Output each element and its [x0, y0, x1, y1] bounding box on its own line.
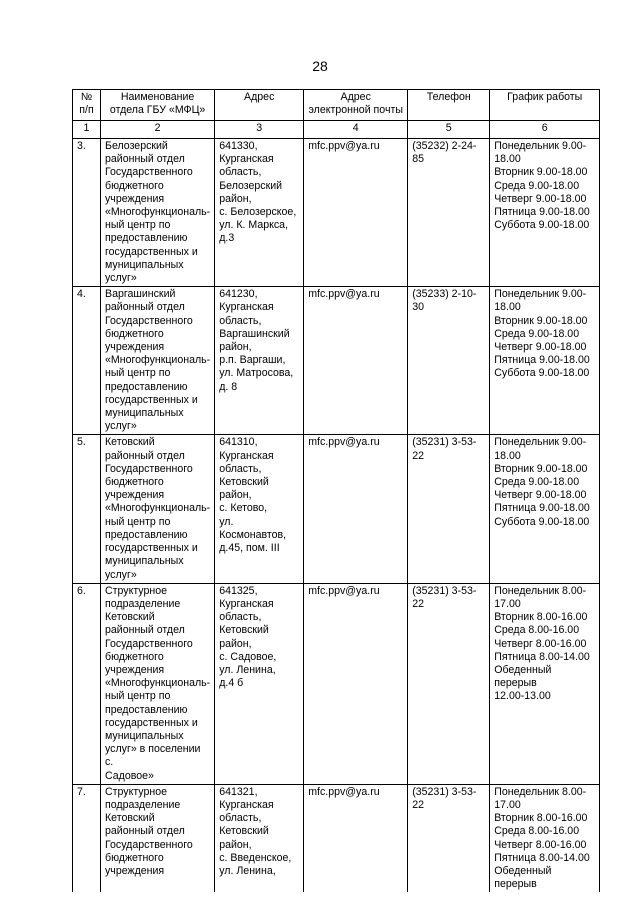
department-name: Кетовский районный отдел Государственного бюджетного учреждения «Многофункциональ- ный центр по предоставлению государственных и муниципальных услуг» — [101, 435, 215, 583]
department-address: 641230, Курганская область, Варгашинский район, р.п. Варгаши, ул. Матросова, д. 8 — [215, 287, 304, 435]
department-schedule: Понедельник 9.00- 18.00 Вторник 9.00-18.00 Среда 9.00-18.00 Четверг 9.00-18.00 Пятница 9.00-18.00 Суббота 9.00-18.00 — [490, 287, 600, 435]
row-number: 3. — [73, 139, 101, 287]
header-schedule: График работы — [490, 90, 600, 121]
column-numbers-row — [73, 121, 600, 139]
header-department-name: Наименование отдела ГБУ «МФЦ» — [101, 90, 215, 121]
table-row — [73, 435, 600, 583]
header-number: № п/п — [73, 90, 101, 121]
column-number: 1 — [73, 121, 101, 139]
table-row — [73, 139, 600, 287]
department-schedule: Понедельник 9.00- 18.00 Вторник 9.00-18.00 Среда 9.00-18.00 Четверг 9.00-18.00 Пятница 9.00-18.00 Суббота 9.00-18.00 — [490, 435, 600, 583]
department-phone: (35233) 2-10- 30 — [408, 287, 490, 435]
row-number: 7. — [73, 784, 101, 892]
table-header-row — [73, 90, 600, 121]
row-number: 6. — [73, 583, 101, 784]
department-address: 641321, Курганская область, Кетовский район, с. Введенское, ул. Ленина, — [215, 784, 304, 892]
department-schedule: Понедельник 8.00- 17.00 Вторник 8.00-16.00 Среда 8.00-16.00 Четверг 8.00-16.00 Пятница 8.00-14.00 Обеденный перерыв — [490, 784, 600, 892]
page-number: 28 — [312, 58, 328, 74]
department-name: Структурное подразделение Кетовский районный отдел Государственного бюджетного учреждения «Многофункциональ- ный центр по предоставлению государственных и муниципальных услуг» в поселении с. Садовое» — [101, 583, 215, 784]
department-phone: (35231) 3-53- 22 — [408, 784, 490, 892]
department-schedule: Понедельник 8.00- 17.00 Вторник 8.00-16.00 Среда 8.00-16.00 Четверг 8.00-16.00 Пятница 8.00-14.00 Обеденный перерыв 12.00-13.00 — [490, 583, 600, 784]
department-address: 641310, Курганская область, Кетовский район, с. Кетово, ул. Космонавтов, д.45, пом. III — [215, 435, 304, 583]
department-schedule: Понедельник 9.00- 18.00 Вторник 9.00-18.00 Среда 9.00-18.00 Четверг 9.00-18.00 Пятница 9.00-18.00 Суббота 9.00-18.00 — [490, 139, 600, 287]
department-name: Структурное подразделение Кетовский районный отдел Государственного бюджетного учреждения — [101, 784, 215, 892]
department-email: mfc.ppv@ya.ru — [304, 784, 408, 892]
column-number: 6 — [490, 121, 600, 139]
header-phone: Телефон — [408, 90, 490, 121]
column-number: 2 — [101, 121, 215, 139]
row-number: 5. — [73, 435, 101, 583]
header-address: Адрес — [215, 90, 304, 121]
header-email: Адрес электронной почты — [304, 90, 408, 121]
table-row — [73, 784, 600, 892]
table-row — [73, 583, 600, 784]
column-number: 4 — [304, 121, 408, 139]
department-email: mfc.ppv@ya.ru — [304, 435, 408, 583]
department-name: Варгашинский районный отдел Государственного бюджетного учреждения «Многофункциональ- ный центр по предоставлению государственных и муниципальных услуг» — [101, 287, 215, 435]
department-name: Белозерский районный отдел Государственного бюджетного учреждения «Многофункциональ- ный центр по предоставлению государственных и муниципальных услуг» — [101, 139, 215, 287]
table-row — [73, 287, 600, 435]
department-address: 641325, Курганская область, Кетовский район, с. Садовое, ул. Ленина, д.4 б — [215, 583, 304, 784]
mfc-departments-table — [72, 89, 600, 892]
department-email: mfc.ppv@ya.ru — [304, 583, 408, 784]
department-phone: (35231) 3-53- 22 — [408, 583, 490, 784]
department-phone: (35232) 2-24- 85 — [408, 139, 490, 287]
department-phone: (35231) 3-53- 22 — [408, 435, 490, 583]
department-email: mfc.ppv@ya.ru — [304, 287, 408, 435]
department-address: 641330, Курганская область, Белозерский район, с. Белозерское, ул. К. Маркса, д.3 — [215, 139, 304, 287]
row-number: 4. — [73, 287, 101, 435]
column-number: 3 — [215, 121, 304, 139]
column-number: 5 — [408, 121, 490, 139]
department-email: mfc.ppv@ya.ru — [304, 139, 408, 287]
